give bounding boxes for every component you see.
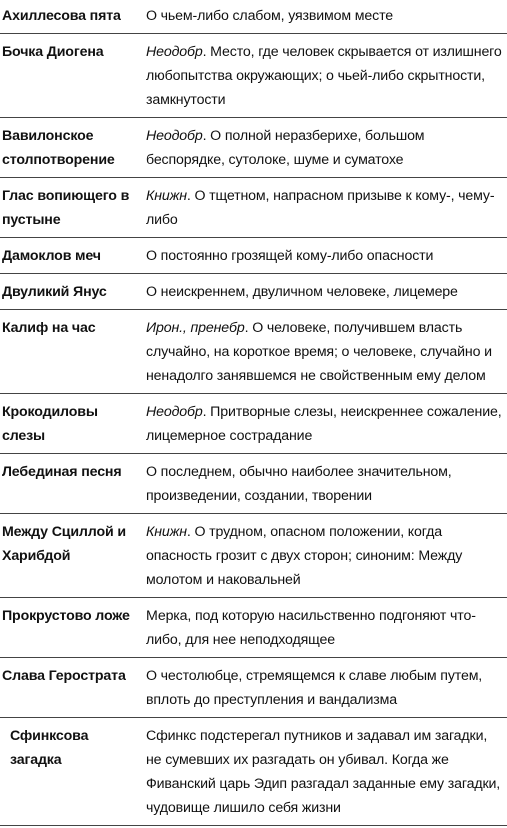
definition-text: . Притворные слезы, неискреннее сожаление, лицемерное сострадание [146,404,502,444]
idiom-definition [140,274,507,310]
table-row [0,238,507,274]
definition-text: . О человеке, получившем власть случайно, на короткое время; о человеке, случайно и ненадолго занявшемся не свойственным ему делом [146,320,492,384]
idiom-definition [140,454,507,514]
definition-text: . О полной неразберихе, большом беспорядке, сутолоке, шуме и суматохе [146,128,425,168]
idiom-definition [140,394,507,454]
idiom-term: Прокрустово ложе [2,608,130,624]
idiom-definition [140,34,507,118]
definition-text: Сфинкс подстерегал путников и задавал им загадки, не сумевших их разгадать он убивал. Когда же Фиванский царь Эдип разгадал заданные ему загадки, чудовище лишило себя жизни [146,728,501,816]
idiom-definition [140,718,507,826]
idiom-term: Слава Герострата [2,668,126,684]
idiom-term: Глас вопиющего в пустыне [2,188,130,228]
idiom-term: Калиф на час [2,320,96,336]
idiom-term: Лебединая песня [2,464,122,480]
table-row [0,394,507,454]
usage-note: Неодобр [146,44,203,60]
usage-note: Неодобр [146,404,203,420]
table-row [0,274,507,310]
idiom-term: Ахиллесова пята [2,8,121,24]
usage-note: Ирон., пренебр [146,320,245,336]
idiom-term: Между Сциллой и Харибдой [2,524,126,564]
usage-note: Книжн [146,524,187,540]
definition-text: Мерка, под которую насильственно подгоняют что-либо, для нее неподходящее [146,608,476,648]
idiom-term: Бочка Диогена [2,44,104,60]
usage-note: Неодобр [146,128,203,144]
idiom-term: Двуликий Янус [2,284,107,300]
definition-text: О неискреннем, двуличном человеке, лицемере [146,284,458,300]
definition-text: . О трудном, опасном положении, когда опасность грозит с двух сторон; синоним: Между молотом и наковальней [146,524,463,588]
idiom-definition [140,118,507,178]
table-row [0,514,507,598]
table-row [0,118,507,178]
table-row [0,598,507,658]
definition-text: . О тщетном, напрасном призыве к кому-, чему-либо [146,188,495,228]
definition-text: О чьем-либо слабом, уязвимом месте [146,8,393,24]
idiom-definition [140,178,507,238]
definition-text: . Место, где человек скрывается от излишнего любопытства окружающих; о чьей-либо скрытности, замкнутости [146,44,502,108]
table-row [0,34,507,118]
definition-text: О постоянно грозящей кому-либо опасности [146,248,434,264]
idiom-definition [140,514,507,598]
table-row [0,658,507,718]
table-row [0,178,507,238]
idiom-definition [140,598,507,658]
idiom-definition [140,0,507,34]
definition-text: О последнем, обычно наиболее значительном, произведении, создании, творении [146,464,452,504]
definition-text: О честолюбце, стремящемся к славе любым путем, вплоть до преступления и вандализма [146,668,483,708]
idiom-term: Сфинксова загадка [10,728,89,768]
idiom-definition [140,310,507,394]
table-row [0,454,507,514]
table-row [0,0,507,34]
idiom-definition [140,658,507,718]
table-row [0,718,507,826]
usage-note: Книжн [146,188,187,204]
idiom-term: Вавилонское столпотворение [2,128,115,168]
idiom-definition [140,238,507,274]
idiom-term: Крокодиловы слезы [2,404,98,444]
idiom-term: Дамоклов меч [2,248,101,264]
table-row [0,310,507,394]
